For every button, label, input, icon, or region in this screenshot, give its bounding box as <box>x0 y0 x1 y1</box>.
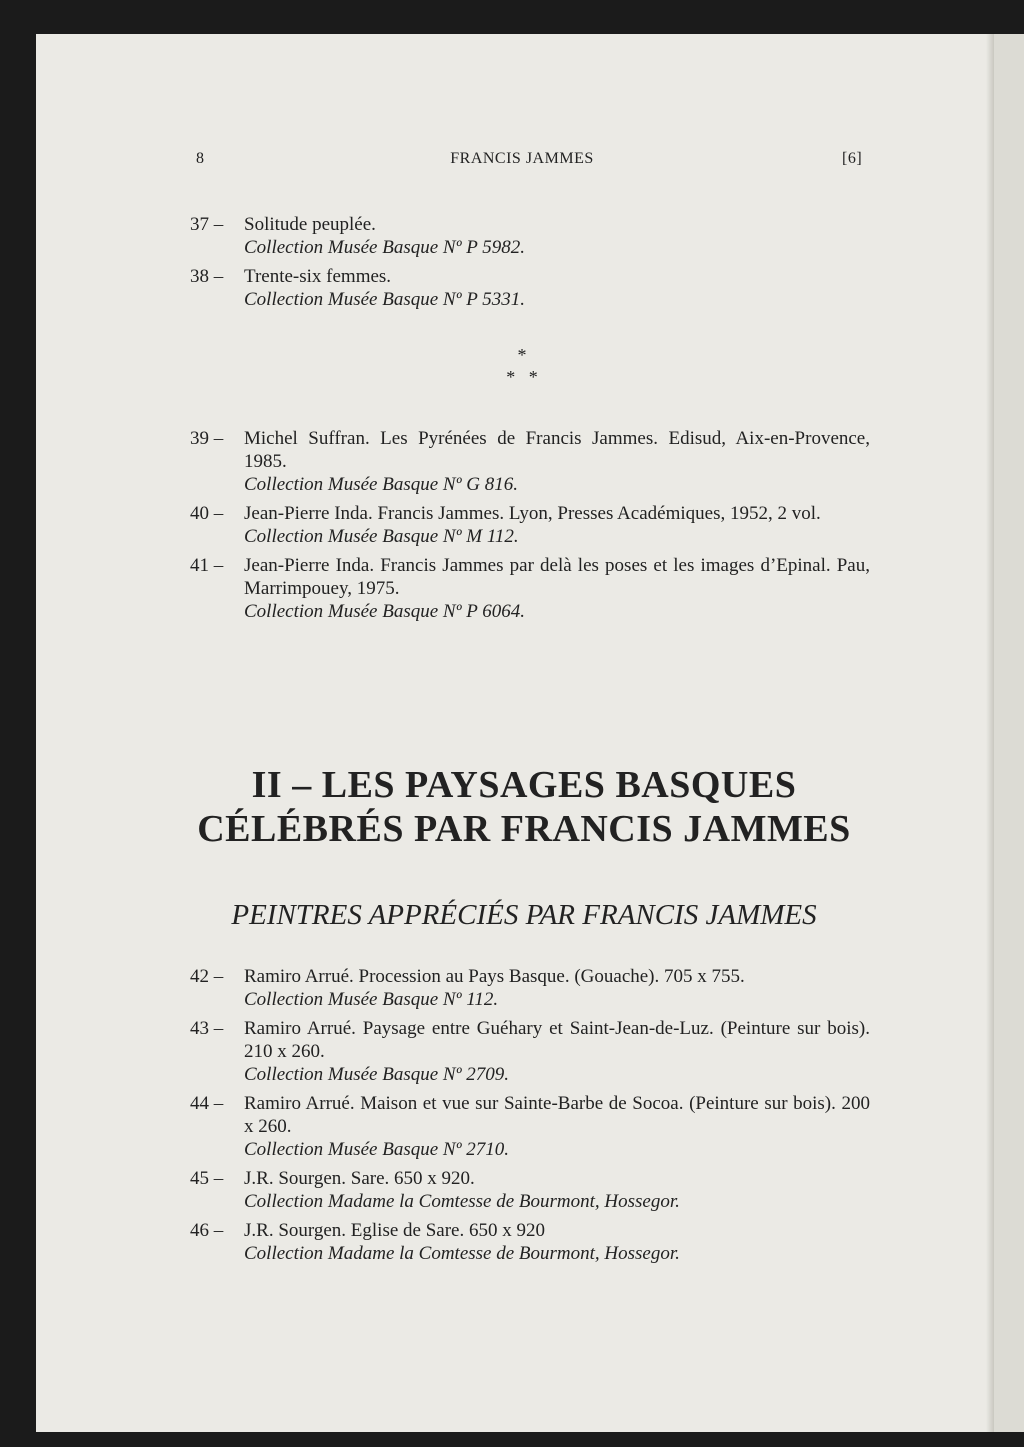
entry-collection: Collection Madame la Comtesse de Bourmont, Hossegor. <box>244 1191 680 1212</box>
entry-collection: Collection Musée Basque Nº P 5331. <box>244 289 526 310</box>
entry-text: Ramiro Arrué. Paysage entre Guéhary et Saint-Jean-de-Luz. (Peinture sur bois). 210 x 260. <box>244 1018 870 1062</box>
entry-text: J.R. Sourgen. Sare. 650 x 920. <box>244 1168 475 1189</box>
list-item <box>190 965 870 1011</box>
entry-collection: Collection Musée Basque Nº G 816. <box>244 474 518 495</box>
entry-dash: – <box>213 555 224 576</box>
section-heading-line-2: CÉLÉBRÉS PAR FRANCIS JAMMES <box>197 808 851 850</box>
entry-number: 40 <box>190 503 209 524</box>
entry-number: 43 <box>190 1018 209 1039</box>
entry-text: Michel Suffran. Les Pyrénées de Francis Jammes. Edisud, Aix-en-Provence, 1985. <box>244 428 870 472</box>
entry-text: Ramiro Arrué. Procession au Pays Basque. (Gouache). 705 x 755. <box>244 966 745 987</box>
list-item <box>190 1017 870 1086</box>
entry-list-bottom <box>190 965 870 1271</box>
entry-collection: Collection Madame la Comtesse de Bourmont, Hossegor. <box>244 1243 680 1264</box>
entry-number: 44 <box>190 1093 209 1114</box>
entry-dash: – <box>213 503 224 524</box>
list-item <box>190 554 870 623</box>
list-item <box>190 1167 870 1213</box>
entry-number: 37 <box>190 214 209 235</box>
page-gutter <box>986 34 994 1432</box>
list-item <box>190 427 870 496</box>
entry-collection: Collection Musée Basque Nº 2710. <box>244 1139 509 1160</box>
entry-number: 41 <box>190 555 209 576</box>
entry-text: Trente-six femmes. <box>244 266 392 287</box>
separator-star-top: * <box>517 345 527 365</box>
entry-dash: – <box>213 1220 224 1241</box>
entry-collection: Collection Musée Basque Nº P 6064. <box>244 601 526 622</box>
entry-number: 45 <box>190 1168 209 1189</box>
section-reference: [6] <box>842 150 863 167</box>
entry-dash: – <box>213 1018 224 1039</box>
list-item <box>190 502 870 548</box>
list-item <box>190 265 870 311</box>
page-number: 8 <box>196 150 205 167</box>
entry-text: J.R. Sourgen. Eglise de Sare. 650 x 920 <box>244 1220 545 1241</box>
entry-list-middle <box>190 427 870 629</box>
entry-text: Ramiro Arrué. Maison et vue sur Sainte-Barbe de Socoa. (Peinture sur bois). 200 x 260. <box>244 1093 870 1137</box>
entry-text: Solitude peuplée. <box>244 214 376 235</box>
section-heading <box>0 763 1024 851</box>
entry-collection: Collection Musée Basque Nº 112. <box>244 989 499 1010</box>
entry-dash: – <box>213 214 224 235</box>
section-heading-line-1: II – LES PAYSAGES BASQUES <box>251 764 797 806</box>
entry-dash: – <box>213 966 224 987</box>
entry-dash: – <box>213 1093 224 1114</box>
entry-list-top <box>190 213 870 317</box>
entry-number: 42 <box>190 966 209 987</box>
list-item <box>190 1092 870 1161</box>
entry-collection: Collection Musée Basque Nº P 5982. <box>244 237 526 258</box>
entry-text: Jean-Pierre Inda. Francis Jammes par delà les poses et les images d’Epinal. Pau, Marrimpouey, 1975. <box>244 555 870 599</box>
entry-dash: – <box>213 266 224 287</box>
entry-number: 46 <box>190 1220 209 1241</box>
list-item <box>190 213 870 259</box>
subsection-heading: PEINTRES APPRÉCIÉS PAR FRANCIS JAMMES <box>231 899 817 931</box>
entry-text: Jean-Pierre Inda. Francis Jammes. Lyon, Presses Académiques, 1952, 2 vol. <box>244 503 821 524</box>
entry-number: 38 <box>190 266 209 287</box>
adjacent-page-edge <box>994 34 1024 1432</box>
separator-stars-bottom: * * <box>506 367 538 387</box>
list-item <box>190 1219 870 1265</box>
running-title: FRANCIS JAMMES <box>450 150 594 167</box>
entry-number: 39 <box>190 428 209 449</box>
entry-dash: – <box>213 1168 224 1189</box>
entry-collection: Collection Musée Basque Nº M 112. <box>244 526 519 547</box>
entry-collection: Collection Musée Basque Nº 2709. <box>244 1064 509 1085</box>
entry-dash: – <box>213 428 224 449</box>
